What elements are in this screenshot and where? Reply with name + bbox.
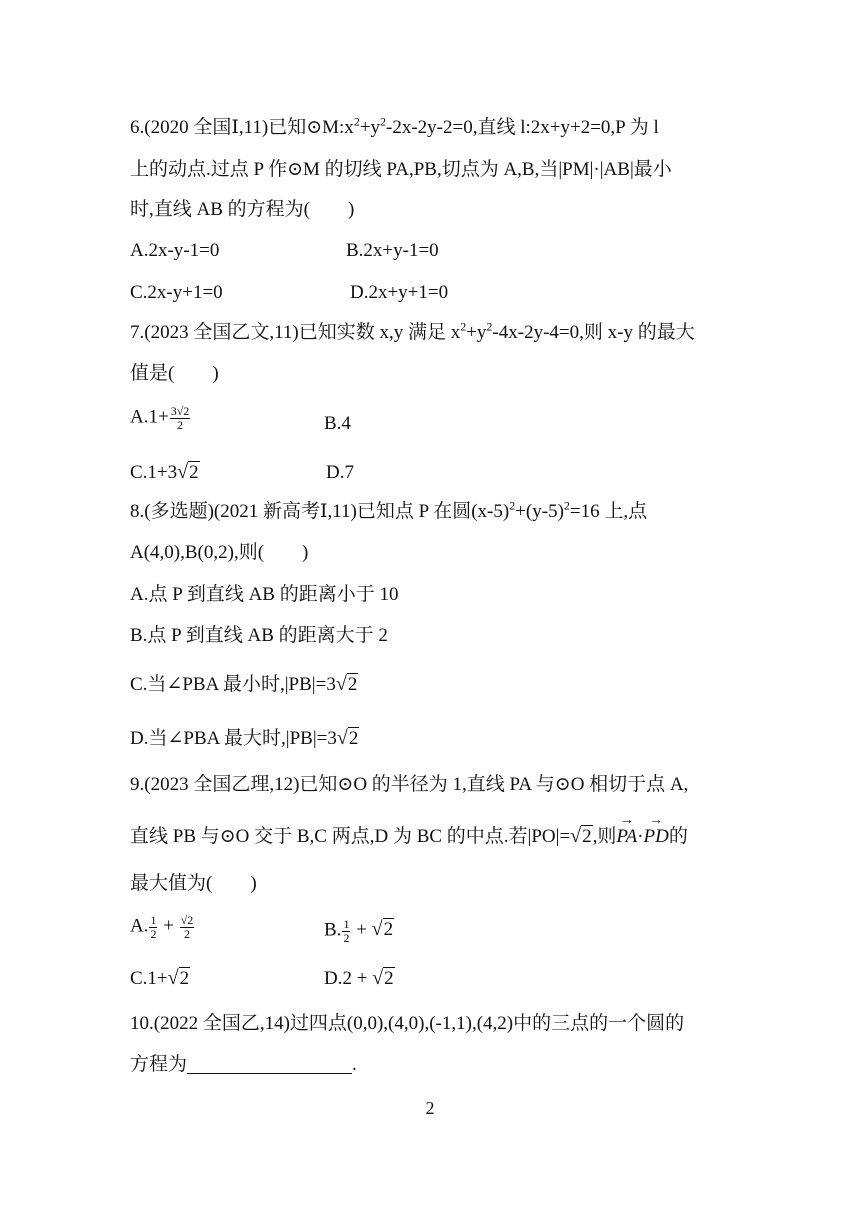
- vector-pa: → PA: [616, 827, 637, 846]
- sqrt-symbol: √2: [177, 461, 199, 483]
- q10-line-1: 10.(2022 全国乙,14)过四点(0,0),(4,0),(-1,1),(4,2)中的三点的一个圆的: [130, 1013, 685, 1034]
- q8-line-1: 8.(多选题)(2021 新高考Ⅰ,11)已知点 P 在圆$(x-5)^2+(y-5)^2=16$ 上,点: [130, 498, 648, 522]
- q6-option-a: A.2x-y-1=0: [130, 240, 220, 261]
- sqrt-symbol: √2: [167, 967, 190, 989]
- sqrt-symbol: √2: [372, 967, 394, 989]
- q7-option-a: A.1+ $\frac{3√2}{2}$: [130, 404, 190, 432]
- q7-option-a-fraction: $\frac{3√2}{2}$: [170, 404, 190, 432]
- q9-half-fraction: $\frac{1}{2}$: [150, 913, 157, 941]
- q8-option-a: A.点 P 到直线 AB 的距离小于 10: [130, 584, 399, 605]
- q9-half-fraction: $\frac{1}{2}$: [343, 917, 350, 945]
- answer-blank[interactable]: [187, 1055, 352, 1074]
- sqrt-symbol: √2: [336, 727, 359, 749]
- q9-option-d: D.2 + √2: [324, 967, 394, 989]
- q10-line-2: 方程为 .: [130, 1054, 357, 1075]
- q6-option-d: D.2x+y+1=0: [350, 282, 449, 303]
- sqrt-symbol: √2: [335, 673, 358, 695]
- q8-option-b: B.点 P 到直线 AB 的距离大于 2: [130, 625, 388, 646]
- q6-line-1: 6.(2020 全国Ⅰ,11)已知$⊙M:x^2+y^2-2x-2y-2=0$,直线 l:2x+y+2=0,P 为 l: [130, 114, 659, 138]
- q9-option-b: B. $\frac{1}{2}$ + √2: [324, 917, 394, 945]
- sqrt-symbol: √2: [570, 825, 592, 847]
- q6-option-c: C.2x-y+1=0: [130, 282, 223, 303]
- q7-line-1: 7.(2023 全国乙文,11)已知实数 x,y 满足 $x^2+y^2-4x-2y-4=0$,则 x-y 的最大: [130, 319, 695, 343]
- vector-pd: → PD: [644, 827, 669, 846]
- q6-line-2: 上的动点.过点 P 作⊙M 的切线 PA,PB,切点为 A,B,当|PM|·|AB|最小: [130, 159, 672, 180]
- q9-line-1: 9.(2023 全国乙理,12)已知⊙O 的半径为 1,直线 PA 与⊙O 相切于点 A,: [130, 774, 689, 795]
- q7-line-2: 值是( ): [130, 363, 219, 384]
- q6-line-3: 时,直线 AB 的方程为( ): [130, 199, 355, 220]
- q9-option-a: A. $\frac{1}{2}$ + $\frac{√2}{2}$: [130, 913, 194, 941]
- q8-line-2: A(4,0),B(0,2),则( ): [130, 542, 309, 563]
- q9-option-c: C.1+√2: [130, 967, 190, 989]
- q7-option-d: D.7: [326, 462, 354, 483]
- sqrt-symbol: √2: [371, 918, 394, 941]
- q7-option-c: C.1+3√2: [130, 461, 199, 483]
- q9-line-2: 直线 PB 与⊙O 交于 B,C 两点,D 为 BC 的中点.若|PO|=√2,则→ PA·→ PD的: [130, 826, 688, 846]
- q7-option-b: B.4: [324, 413, 351, 434]
- q8-option-d: D.当∠PBA 最大时,|PB|=3√2: [130, 727, 359, 749]
- q9-line-3: 最大值为( ): [130, 873, 257, 894]
- q8-option-c: C.当∠PBA 最小时,|PB|=3√2: [130, 673, 358, 695]
- page-number: 2: [425, 1098, 435, 1118]
- q9-root2-over-2-fraction: $\frac{√2}{2}$: [180, 913, 194, 941]
- q6-option-b: B.2x+y-1=0: [346, 240, 439, 261]
